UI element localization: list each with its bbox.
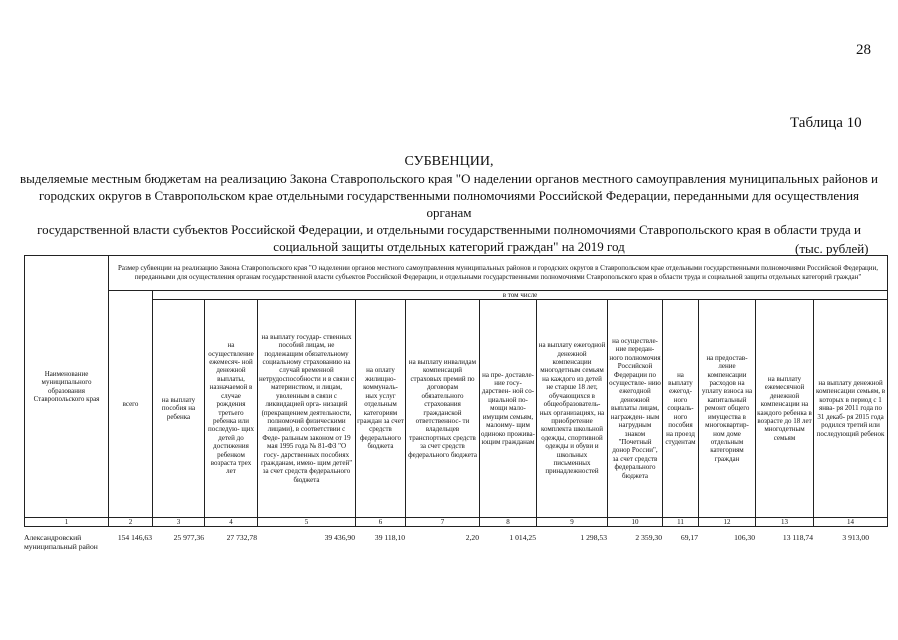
table-row [24, 533, 870, 553]
row-value: 3 913,00 [842, 533, 869, 542]
column-number: 9 [537, 518, 608, 527]
row-value: 69,17 [680, 533, 698, 542]
including-label: в том числе [153, 291, 888, 300]
total-header: всего [109, 291, 153, 518]
row-value: 1 298,53 [580, 533, 607, 542]
units-label: (тыс. рублей) [795, 241, 869, 256]
municipality-name: Александровский муниципальный район [24, 533, 98, 551]
subtitle-line: выделяемые местным бюджетам на реализацию Закона Ставропольского края "О наделении органов местного самоуправления муниципальных районов и [20, 171, 878, 186]
column-header: на оплату жилищно- коммуналь- ных услуг отдельным категориям граждан за счет средств федерального бюджета [356, 300, 406, 518]
column-number: 13 [756, 518, 814, 527]
span-header: Размер субвенции на реализацию Закона Ставропольского края "О наделении органов местного самоуправления муниципальных районов и городских округов в Ставропольском крае отдельными государственными полномочиями Российской Федерации, переданными для осуществления органам государственной власти субъектов Российской Федерации, и отдельными государственными полномочиями Ставропольского края в области труда и социальной защиты отдельных категорий граждан" [109, 256, 888, 291]
column-header: на выплату пособия на ребенка [153, 300, 205, 518]
column-header: на пре- доставле- ние госу- дарствен- ной со- циальной по- мощи мало- имущим семьям, малоиму- щим одиноко прожива- ющим гражданам [480, 300, 537, 518]
column-header: на осуществление ежемесяч- ной денежной выплаты, назначаемой в случае рождения третьего ребенка или последую- щих детей до достижения ребенком возраста трех лет [205, 300, 258, 518]
column-number: 7 [406, 518, 480, 527]
row-header: Наименование муниципального образования Ставропольского края [25, 256, 109, 518]
column-header: на выплату ежегодной денежной компенсации многодетным семьям на каждого из детей не старше 18 лет, обучающихся в общеобразователь- ных организациях, на приобретение комплекта школьной одежды, спортивной одежды и обуви и школьных письменных принадлежностей [537, 300, 608, 518]
column-number: 5 [258, 518, 356, 527]
column-header: на осуществле- ние передан- ного полномочия Российской Федерации по осуществле- нию ежегодной денежной выплаты лицам, награжден- ным нагрудным знаком "Почетный донор России", за счет средств федерального бюджета [608, 300, 663, 518]
row-value: 39 118,10 [374, 533, 405, 542]
subtitle-line: городских округов в Ставропольском крае отдельными государственными полномочиями Российской Федерации, переданными для осуществления органам [38, 188, 859, 220]
column-number: 3 [153, 518, 205, 527]
table-label: Таблица 10 [790, 115, 862, 131]
row-value: 154 146,63 [117, 533, 152, 542]
column-number: 6 [356, 518, 406, 527]
column-number: 8 [480, 518, 537, 527]
column-header: на выплату инвалидам компенсаций страховых премий по договорам обязательного страхования гражданской ответственнос- ти владельцев транспортных средств за счет средств федерального бюджета [406, 300, 480, 518]
document-heading [20, 153, 878, 255]
column-header: на выплату ежемесячной денежной компенсации на каждого ребенка в возрасте до 18 лет многодетным семьям [756, 300, 814, 518]
column-number: 14 [814, 518, 888, 527]
column-number: 1 [25, 518, 109, 527]
subtitle-line: государственной власти субъектов Российской Федерации, и отдельными государственными полномочиями Ставропольского края в области труда и [37, 222, 861, 237]
column-header: на предостав- ление компенсации расходов на уплату взноса на капитальный ремонт общего имущества в многоквартир- ном доме отдельным категориям граждан [699, 300, 756, 518]
row-value: 2,20 [465, 533, 479, 542]
column-header: на выплату ежегод- ного социаль- ного пособия на проезд студентам [663, 300, 699, 518]
subsidies-table [24, 255, 888, 527]
row-value: 27 732,78 [226, 533, 257, 542]
subtitle-line: социальной защиты отдельных категорий граждан" на 2019 год [273, 239, 625, 254]
column-number: 2 [109, 518, 153, 527]
column-number: 4 [205, 518, 258, 527]
column-number: 11 [663, 518, 699, 527]
row-value: 39 436,90 [324, 533, 355, 542]
page-number: 28 [856, 42, 871, 58]
row-value: 106,30 [734, 533, 755, 542]
column-number: 10 [608, 518, 663, 527]
column-header: на выплату государ- ственных пособий лицам, не подлежащим обязательному социальному страхованию на случай временной нетрудоспособности и в связи с материнством, и лицам, уволенным в связи с ликвидацией орга- низаций (прекращением деятельности, полномочий физическими лицами), в соответствии с Феде- ральным законом от 19 мая 1995 года № 81-ФЗ "О госу- дарственных пособиях гражданам, имею- щим детей" за счет средств федерального бюджета [258, 300, 356, 518]
column-number: 12 [699, 518, 756, 527]
row-value: 25 977,36 [173, 533, 204, 542]
document-title: СУБВЕНЦИИ, [404, 154, 494, 169]
row-value: 1 014,25 [509, 533, 536, 542]
column-header: на выплату денежной компенсации семьям, в которых в период с 1 янва- ря 2011 года по 31 декаб- ря 2015 года родился третий или последующий ребенок [814, 300, 888, 518]
row-value: 2 359,30 [635, 533, 662, 542]
row-value: 13 118,74 [782, 533, 813, 542]
